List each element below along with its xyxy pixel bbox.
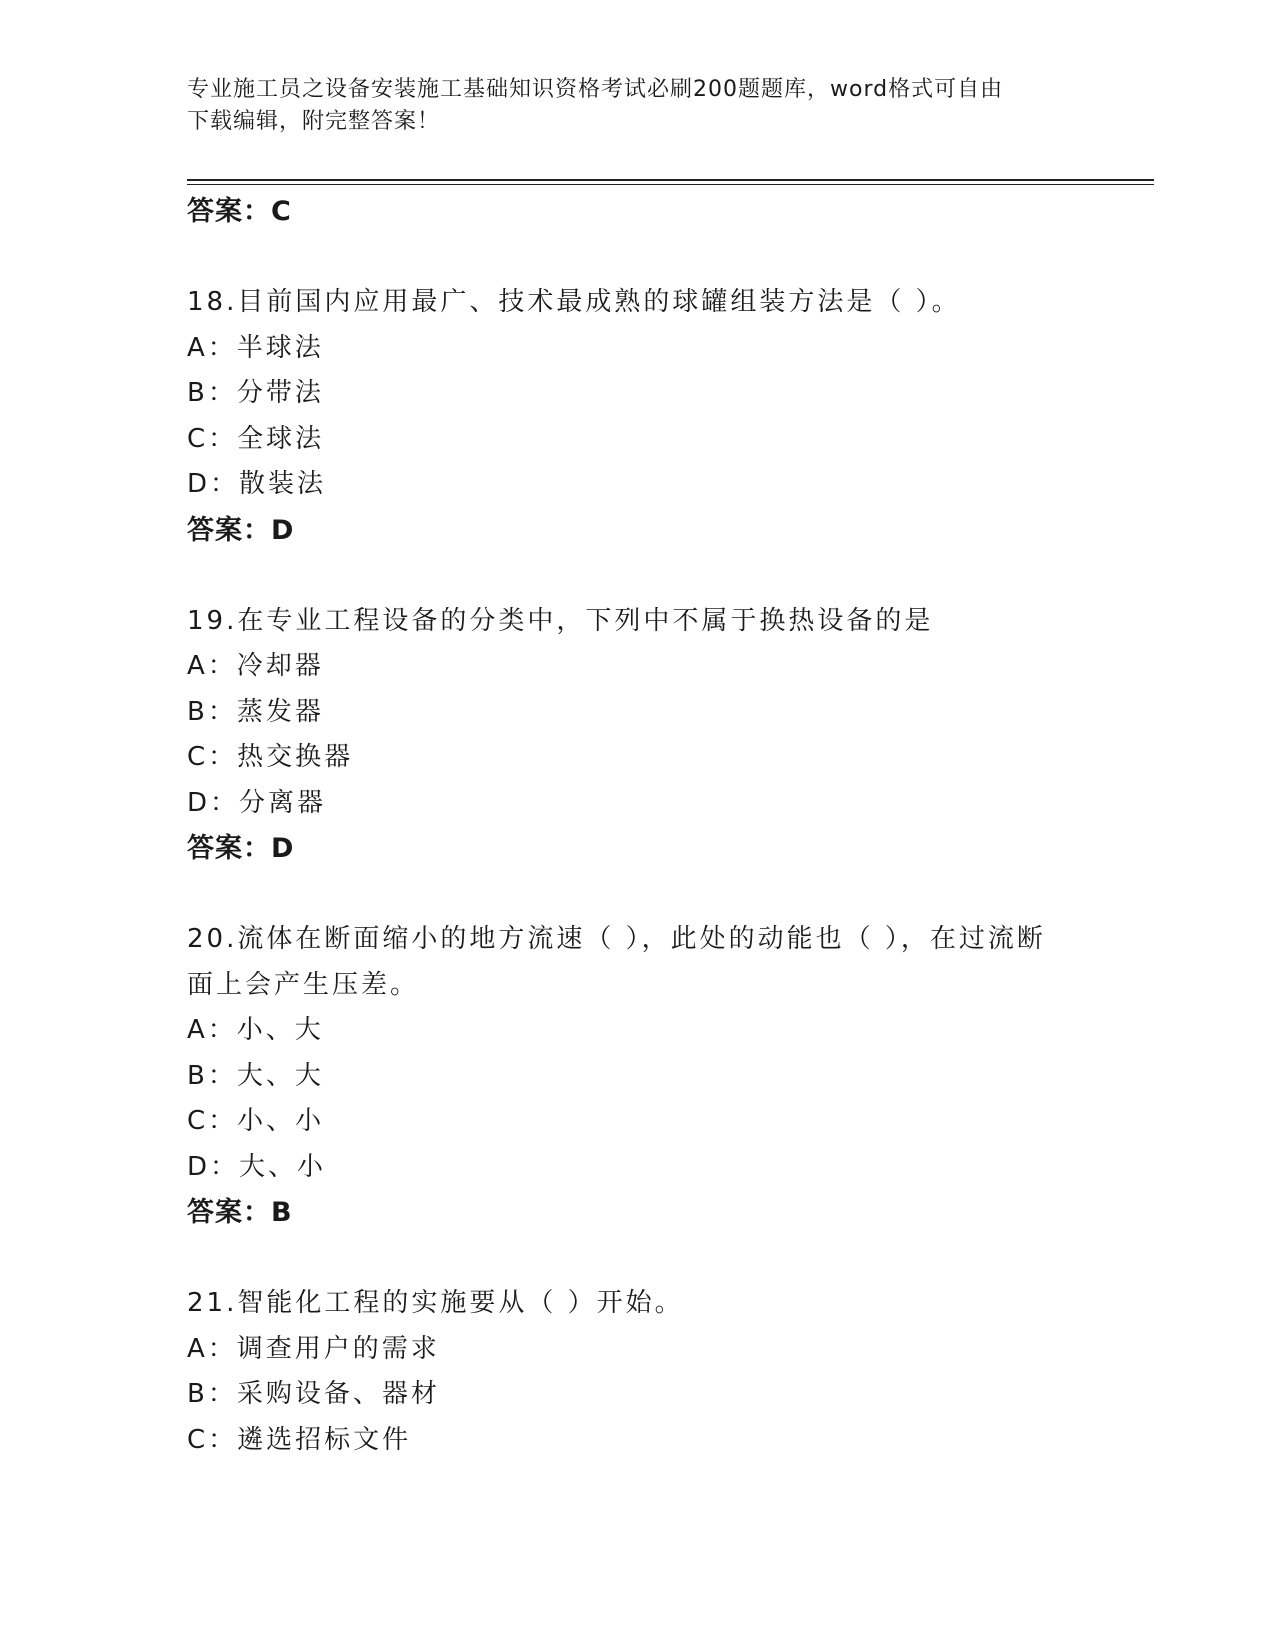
- option-d: D：分离器: [187, 787, 327, 818]
- spacer: [187, 553, 1087, 599]
- option-c: C：热交换器: [187, 742, 354, 772]
- header-line-2: 下载编辑，附完整答案！: [187, 109, 441, 134]
- header-divider-thin: [187, 184, 1154, 185]
- option-b: B：蒸发器: [187, 696, 324, 727]
- question-stem: 18.目前国内应用最广、技术最成熟的球罐组装方法是（ ）。: [187, 287, 961, 317]
- document-body: [187, 189, 1087, 1463]
- question-19: [187, 599, 1087, 872]
- option-c: C：全球法: [187, 423, 325, 454]
- option-d: D：散装法: [187, 469, 327, 499]
- spacer: [187, 1236, 1087, 1282]
- answer-line: 答案：C: [187, 196, 292, 227]
- header-line-1: 专业施工员之设备安装施工基础知识资格考试必刷200题题库，word格式可自由: [187, 77, 1004, 102]
- question-stem: 19.在专业工程设备的分类中，下列中不属于换热设备的是: [187, 605, 934, 636]
- option-a: A：半球法: [187, 332, 324, 363]
- option-d: D：大、小: [187, 1151, 327, 1182]
- answer-line: 答案：B: [187, 1197, 293, 1228]
- spacer: [187, 872, 1087, 918]
- option-c: C：遴选招标文件: [187, 1424, 412, 1455]
- question-20: [187, 917, 1087, 1236]
- answer-line: 答案：D: [187, 833, 295, 864]
- option-b: B：分带法: [187, 378, 324, 408]
- header-divider-thick: [187, 179, 1154, 181]
- spacer: [187, 235, 1087, 281]
- option-a: A：冷却器: [187, 651, 324, 681]
- option-c: C：小、小: [187, 1106, 325, 1136]
- question-stem: 21.智能化工程的实施要从（ ）开始。: [187, 1288, 684, 1318]
- question-21: [187, 1281, 1087, 1463]
- option-b: B：大、大: [187, 1060, 324, 1091]
- question-18: [187, 280, 1087, 553]
- option-a: A：调查用户的需求: [187, 1333, 440, 1364]
- answer-line: 答案：D: [187, 514, 295, 546]
- option-b: B：采购设备、器材: [187, 1379, 440, 1409]
- option-a: A：小、大: [187, 1015, 324, 1045]
- document-header: [187, 74, 1087, 138]
- question-stem-line-1: 20.流体在断面缩小的地方流速（ ），此处的动能也（ ），在过流断: [187, 924, 1046, 954]
- question-stem-line-2: 面上会产生压差。: [187, 969, 420, 1000]
